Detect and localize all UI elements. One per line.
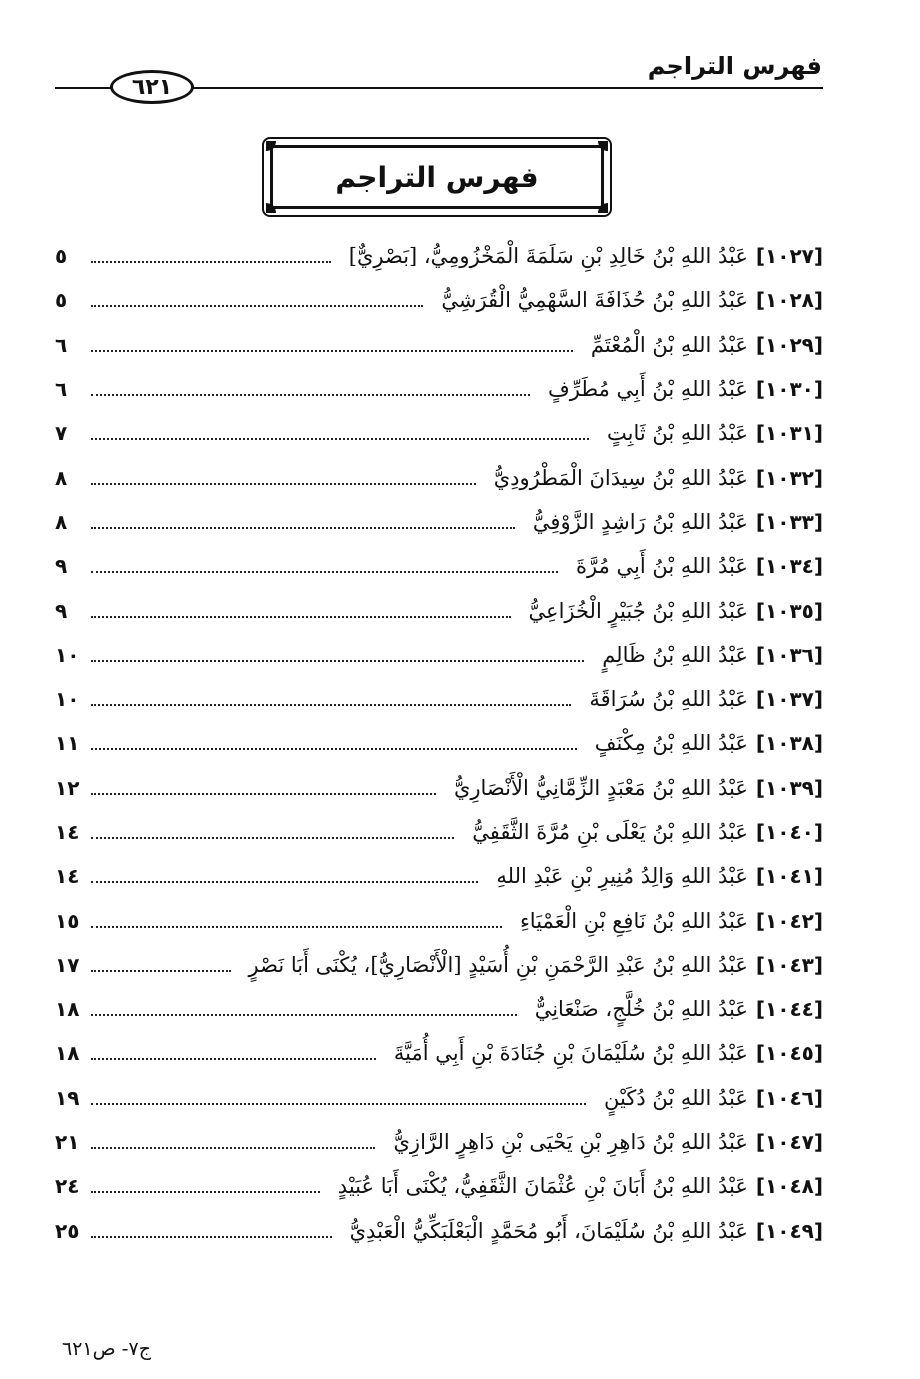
footer-reference: ج٧- ص٦٢١ bbox=[62, 1338, 151, 1360]
entry-page-number: ٧ bbox=[55, 421, 68, 446]
entry-number: [١٠٣٣] bbox=[755, 509, 823, 534]
index-entry bbox=[55, 766, 823, 810]
page-title: فهرس التراجم bbox=[335, 160, 539, 194]
index-entry bbox=[55, 810, 823, 854]
dot-leader bbox=[91, 1191, 320, 1193]
index-entry bbox=[55, 234, 823, 278]
dot-leader bbox=[91, 748, 577, 750]
entry-name: عَبْدُ اللهِ بْنُ الْمُعْتَمِّ bbox=[590, 332, 748, 357]
entry-number: [١٠٤٩] bbox=[755, 1218, 823, 1243]
entry-page-number: ٦ bbox=[55, 377, 68, 402]
entry-name: عَبْدُ اللهِ بْنُ مِكْنَفٍ bbox=[594, 731, 748, 756]
entry-number: [١٠٤٤] bbox=[755, 997, 823, 1022]
dot-leader bbox=[91, 438, 589, 440]
entry-page-number: ٢٤ bbox=[55, 1174, 80, 1199]
entry-page-number: ٨ bbox=[55, 465, 68, 490]
entry-name: عَبْدُ اللهِ بْنُ رَاشِدٍ الزَّوْفِيُّ bbox=[532, 509, 748, 534]
entry-page-number: ١٧ bbox=[55, 952, 80, 977]
entry-number: [١٠٣٠] bbox=[755, 377, 823, 402]
entry-number: [١٠٣٧] bbox=[755, 687, 823, 712]
entry-name: عَبْدُ اللهِ بْنُ مَعْبَدٍ الزِّمَّانِيُّ الْأَنْصَارِيُّ bbox=[453, 775, 748, 800]
entry-name: عَبْدُ اللهِ بْنُ سِيدَانَ الْمَطْرُودِيُّ bbox=[493, 465, 748, 490]
dot-leader bbox=[91, 527, 515, 529]
entry-name: عَبْدُ اللهِ بْنُ حُذَافَةَ السَّهْمِيُّ الْقُرَشِيُّ bbox=[441, 288, 748, 313]
entry-page-number: ١٤ bbox=[55, 864, 80, 889]
entry-number: [١٠٣٢] bbox=[755, 465, 823, 490]
index-entry bbox=[55, 1120, 823, 1164]
index-entry bbox=[55, 1209, 823, 1253]
dot-leader bbox=[91, 1058, 376, 1060]
dot-leader bbox=[91, 1147, 375, 1149]
entry-name: عَبْدُ اللهِ بْنُ عَبْدِ الرَّحْمَنِ بْنِ أُسَيْدٍ [الْأَنْصَارِيُّ]، يُكْنَى أَبَا نَصْرٍ bbox=[248, 952, 748, 977]
dot-leader bbox=[91, 571, 558, 573]
title-inner-frame bbox=[270, 145, 604, 209]
entry-number: [١٠٢٧] bbox=[755, 244, 823, 269]
entry-page-number: ٥ bbox=[55, 288, 68, 313]
dot-leader bbox=[91, 261, 331, 263]
entry-page-number: ١٨ bbox=[55, 1041, 80, 1066]
entry-page-number: ٨ bbox=[55, 509, 68, 534]
dot-leader bbox=[91, 1014, 517, 1016]
entry-name: عَبْدُ اللهِ بْنُ سُرَاقَةَ bbox=[589, 687, 748, 712]
entry-page-number: ١٠ bbox=[55, 642, 80, 667]
entry-name: عَبْدُ اللهِ بْنُ جُبَيْرٍ الْخُزَاعِيُّ bbox=[528, 598, 748, 623]
entry-name: عَبْدُ اللهِ بْنُ دَاهِرِ بْنِ يَحْيَى بْنِ دَاهِرٍ الرَّازِيُّ bbox=[393, 1130, 748, 1155]
entry-number: [١٠٢٩] bbox=[755, 332, 823, 357]
entry-page-number: ٢٥ bbox=[55, 1218, 80, 1243]
index-entry bbox=[55, 544, 823, 588]
dot-leader bbox=[91, 483, 476, 485]
entry-page-number: ٥ bbox=[55, 244, 68, 269]
entry-name: عَبْدُ اللهِ بْنُ أَبِي مُرَّةَ bbox=[576, 554, 748, 579]
entry-number: [١٠٤٨] bbox=[755, 1174, 823, 1199]
index-entry bbox=[55, 367, 823, 411]
dot-leader bbox=[91, 1103, 586, 1105]
page-number: ٦٢١ bbox=[110, 70, 194, 104]
entry-name: عَبْدُ اللهِ بْنُ سُلَيْمَانَ، أَبُو مُحَمَّدٍ الْبَعْلَبَكِّيُّ الْعَبْدِيُّ bbox=[349, 1218, 748, 1243]
entry-name: عَبْدُ اللهِ بْنُ يَعْلَى بْنِ مُرَّةَ الثَّقَفِيُّ bbox=[472, 820, 748, 844]
entry-page-number: ١١ bbox=[55, 731, 80, 756]
index-entry bbox=[55, 500, 823, 544]
dot-leader bbox=[91, 305, 423, 307]
entry-number: [١٠٣٦] bbox=[755, 642, 823, 667]
index-entry bbox=[55, 278, 823, 322]
entry-number: [١٠٢٨] bbox=[755, 288, 823, 313]
index-entry bbox=[55, 987, 823, 1031]
entry-page-number: ٩ bbox=[55, 554, 68, 579]
index-entry bbox=[55, 323, 823, 367]
entry-page-number: ٢١ bbox=[55, 1130, 80, 1155]
entry-name: عَبْدُ اللهِ بْنُ أَبِي مُطَرِّفٍ bbox=[548, 377, 748, 402]
entry-page-number: ١٠ bbox=[55, 687, 80, 712]
dot-leader bbox=[91, 926, 502, 928]
entry-page-number: ١٩ bbox=[55, 1085, 80, 1110]
entry-number: [١٠٣٤] bbox=[755, 554, 823, 579]
dot-leader bbox=[91, 350, 573, 352]
entry-number: [١٠٤١] bbox=[755, 864, 823, 889]
entry-name: عَبْدُ اللهِ بْنُ خَالِدِ بْنِ سَلَمَةَ الْمَخْزُومِيُّ، [بَصْرِيٌّ] bbox=[348, 244, 748, 269]
entry-number: [١٠٣٩] bbox=[755, 775, 823, 800]
entry-number: [١٠٤٧] bbox=[755, 1130, 823, 1155]
dot-leader bbox=[91, 704, 571, 706]
dot-leader bbox=[91, 660, 584, 662]
index-entry bbox=[55, 1031, 823, 1075]
entry-page-number: ٦ bbox=[55, 332, 68, 357]
index-entry bbox=[55, 1076, 823, 1120]
entry-name: عَبْدُ اللهِ بْنُ ظَالِمٍ bbox=[602, 642, 748, 667]
dot-leader bbox=[91, 1236, 332, 1238]
index-list bbox=[55, 234, 823, 1253]
entry-number: [١٠٤٣] bbox=[755, 952, 823, 977]
entry-page-number: ١٨ bbox=[55, 997, 80, 1022]
index-entry bbox=[55, 633, 823, 677]
entry-number: [١٠٤٥] bbox=[755, 1041, 823, 1066]
dot-leader bbox=[91, 970, 231, 972]
dot-leader bbox=[91, 837, 454, 839]
entry-number: [١٠٣٥] bbox=[755, 598, 823, 623]
entry-name: عَبْدُ اللهِ بْنُ ثَابِتٍ bbox=[606, 421, 748, 446]
entry-page-number: ٩ bbox=[55, 598, 68, 623]
index-entry bbox=[55, 411, 823, 455]
index-entry bbox=[55, 943, 823, 987]
entry-number: [١٠٤٠] bbox=[755, 820, 823, 844]
index-entry bbox=[55, 588, 823, 632]
index-entry bbox=[55, 854, 823, 898]
index-entry bbox=[55, 898, 823, 942]
index-entry bbox=[55, 721, 823, 765]
dot-leader bbox=[91, 881, 478, 883]
dot-leader bbox=[91, 793, 436, 795]
entry-number: [١٠٤٢] bbox=[755, 908, 823, 933]
entry-name: عَبْدُ اللهِ بْنُ أَبَانَ بْنِ عُثْمَانَ الثَّقَفِيُّ، يُكْنَى أَبَا عُبَيْدٍ bbox=[337, 1174, 748, 1199]
entry-page-number: ١٥ bbox=[55, 908, 80, 933]
entry-page-number: ١٢ bbox=[55, 775, 80, 800]
title-frame bbox=[262, 137, 612, 217]
index-entry bbox=[55, 1164, 823, 1208]
index-entry bbox=[55, 455, 823, 499]
entry-number: [١٠٣٨] bbox=[755, 731, 823, 756]
running-title: فهرس التراجم bbox=[647, 52, 822, 80]
entry-name: عَبْدُ اللهِ بْنُ سُلَيْمَانَ بْنِ جُنَادَةَ بْنِ أَبِي أُمَيَّةَ bbox=[393, 1041, 748, 1066]
entry-page-number: ١٤ bbox=[55, 820, 80, 844]
entry-name: عَبْدُ اللهِ بْنُ خُلَّجٍ، صَنْعَانِيٌّ bbox=[534, 997, 748, 1022]
entry-number: [١٠٤٦] bbox=[755, 1085, 823, 1110]
entry-name: عَبْدُ اللهِ بْنُ نَافِعِ بْنِ الْعَمْيَاءِ bbox=[519, 908, 748, 933]
dot-leader bbox=[91, 616, 511, 618]
entry-name: عَبْدُ اللهِ بْنُ دُكَيْنٍ bbox=[604, 1085, 748, 1110]
entry-number: [١٠٣١] bbox=[755, 421, 823, 446]
dot-leader bbox=[91, 394, 530, 396]
index-entry bbox=[55, 677, 823, 721]
entry-name: عَبْدُ اللهِ وَالِدُ مُنِيرِ بْنِ عَبْدِ اللهِ bbox=[496, 864, 748, 889]
